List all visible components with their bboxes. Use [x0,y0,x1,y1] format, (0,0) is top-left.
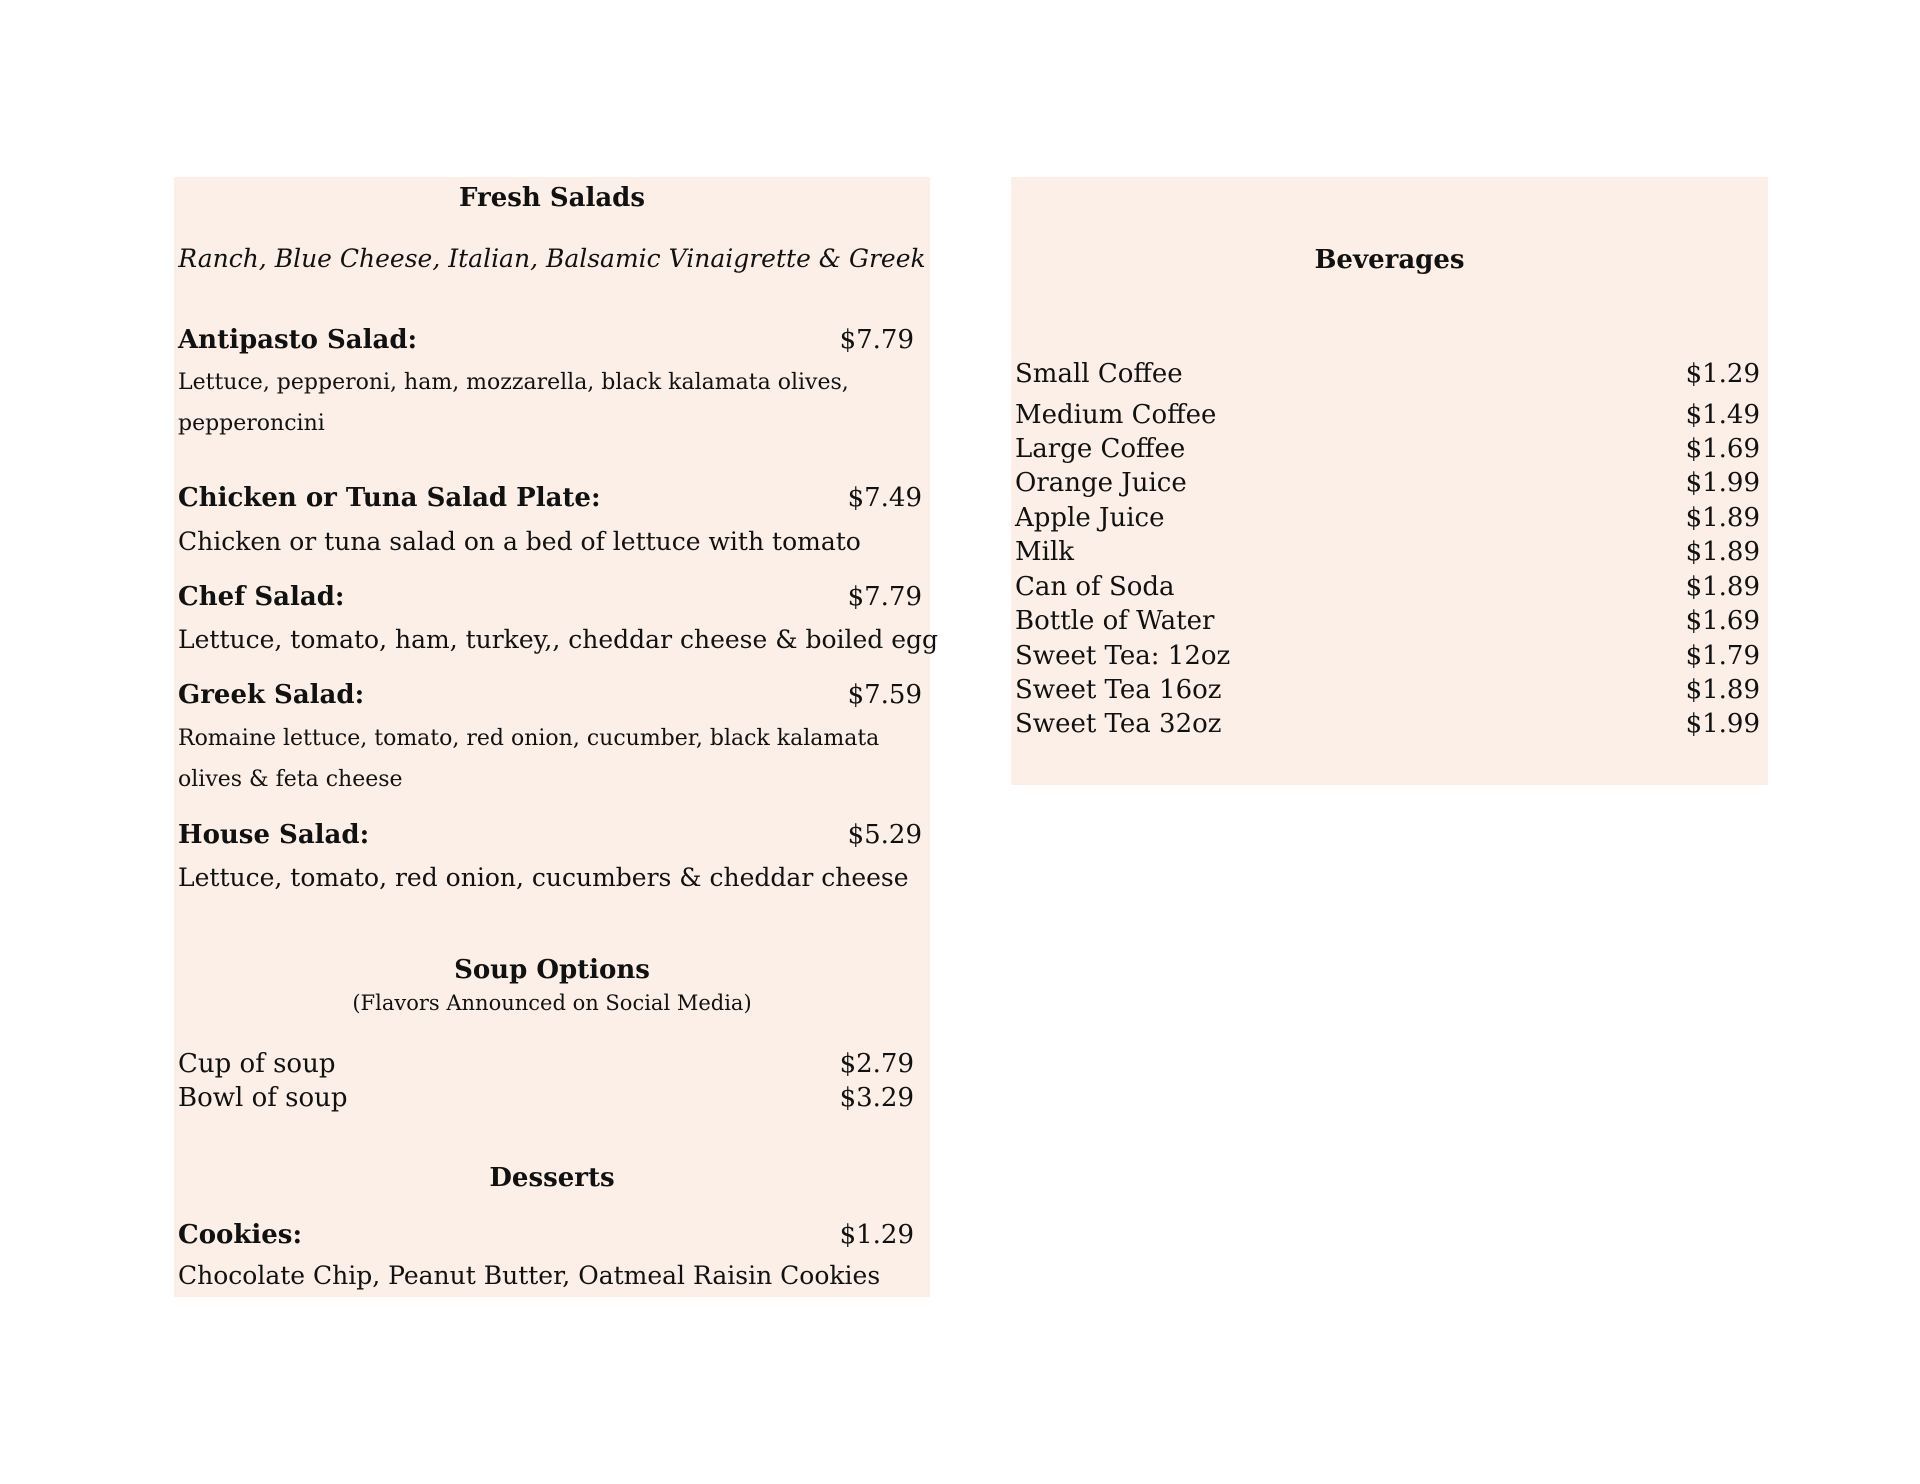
salad-item-description: Lettuce, pepperoni, ham, mozzarella, black kalamata olives, pepperoncini [178,370,849,436]
beverage-row [1015,359,1760,393]
salad-item-price: $5.29 [847,820,922,850]
soup-item-name: Bowl of soup [178,1083,348,1113]
beverage-name: Medium Coffee [1015,400,1217,430]
beverage-row [1015,572,1760,606]
beverage-name: Sweet Tea 32oz [1015,709,1222,739]
fresh-salads-heading: Fresh Salads [459,183,645,213]
soup-item-name: Cup of soup [178,1049,336,1079]
beverage-price: $1.89 [1685,537,1760,567]
soup-item-price: $2.79 [839,1049,914,1079]
salad-item-price: $7.59 [847,680,922,710]
beverage-price: $1.89 [1685,503,1760,533]
salad-item-description: Romaine lettuce, tomato, red onion, cucumber, black kalamata olives & feta cheese [178,726,880,792]
soup-options-heading: Soup Options [454,955,650,985]
beverage-price: $1.49 [1685,400,1760,430]
beverage-row [1015,537,1760,571]
food-menu-panel [174,177,939,1297]
beverage-name: Large Coffee [1015,434,1186,464]
beverage-name: Bottle of Water [1015,606,1215,636]
salad-item-price: $7.49 [847,483,922,513]
beverage-row [1015,641,1760,675]
beverage-row [1015,675,1760,709]
salad-item-description: Lettuce, tomato, ham, turkey,, cheddar cheese & boiled egg [178,625,939,654]
beverage-name: Sweet Tea 16oz [1015,675,1222,705]
beverage-price: $1.99 [1685,468,1760,498]
beverage-price: $1.99 [1685,709,1760,739]
salad-item-name: Greek Salad: [178,680,365,710]
beverage-row [1015,468,1760,502]
beverage-price: $1.89 [1685,675,1760,705]
beverage-name: Milk [1015,537,1075,567]
beverage-row [1015,709,1760,743]
salad-item-description: Chicken or tuna salad on a bed of lettuce with tomato [178,527,861,556]
beverage-price: $1.29 [1685,359,1760,389]
beverages-panel [1011,177,1768,785]
beverages-heading: Beverages [1314,245,1465,275]
beverage-row [1015,606,1760,640]
salad-item-name: Chef Salad: [178,582,345,612]
salad-item-price: $7.79 [839,325,914,355]
beverage-row [1015,400,1760,434]
salad-item-name: House Salad: [178,820,370,850]
beverage-row [1015,503,1760,537]
desserts-heading: Desserts [489,1163,615,1193]
beverage-price: $1.79 [1685,641,1760,671]
salad-item-description: Lettuce, tomato, red onion, cucumbers & cheddar cheese [178,863,909,892]
dessert-item-name: Cookies: [178,1220,303,1250]
dessert-item-price: $1.29 [839,1220,914,1250]
salad-item-name: Chicken or Tuna Salad Plate: [178,483,601,513]
beverage-name: Sweet Tea: 12oz [1015,641,1231,671]
beverage-name: Orange Juice [1015,468,1187,498]
salad-item-price: $7.79 [847,582,922,612]
beverage-row [1015,434,1760,468]
soup-flavors-note: (Flavors Announced on Social Media) [352,991,752,1015]
dressing-options: Ranch, Blue Cheese, Italian, Balsamic Vinaigrette & Greek [178,244,926,273]
beverage-name: Small Coffee [1015,359,1183,389]
beverage-name: Can of Soda [1015,572,1175,602]
dessert-item-description: Chocolate Chip, Peanut Butter, Oatmeal Raisin Cookies [178,1261,881,1290]
beverage-name: Apple Juice [1015,503,1165,533]
beverage-price: $1.69 [1685,606,1760,636]
beverage-price: $1.89 [1685,572,1760,602]
soup-item-price: $3.29 [839,1083,914,1113]
beverage-price: $1.69 [1685,434,1760,464]
salad-item-name: Antipasto Salad: [178,325,418,355]
